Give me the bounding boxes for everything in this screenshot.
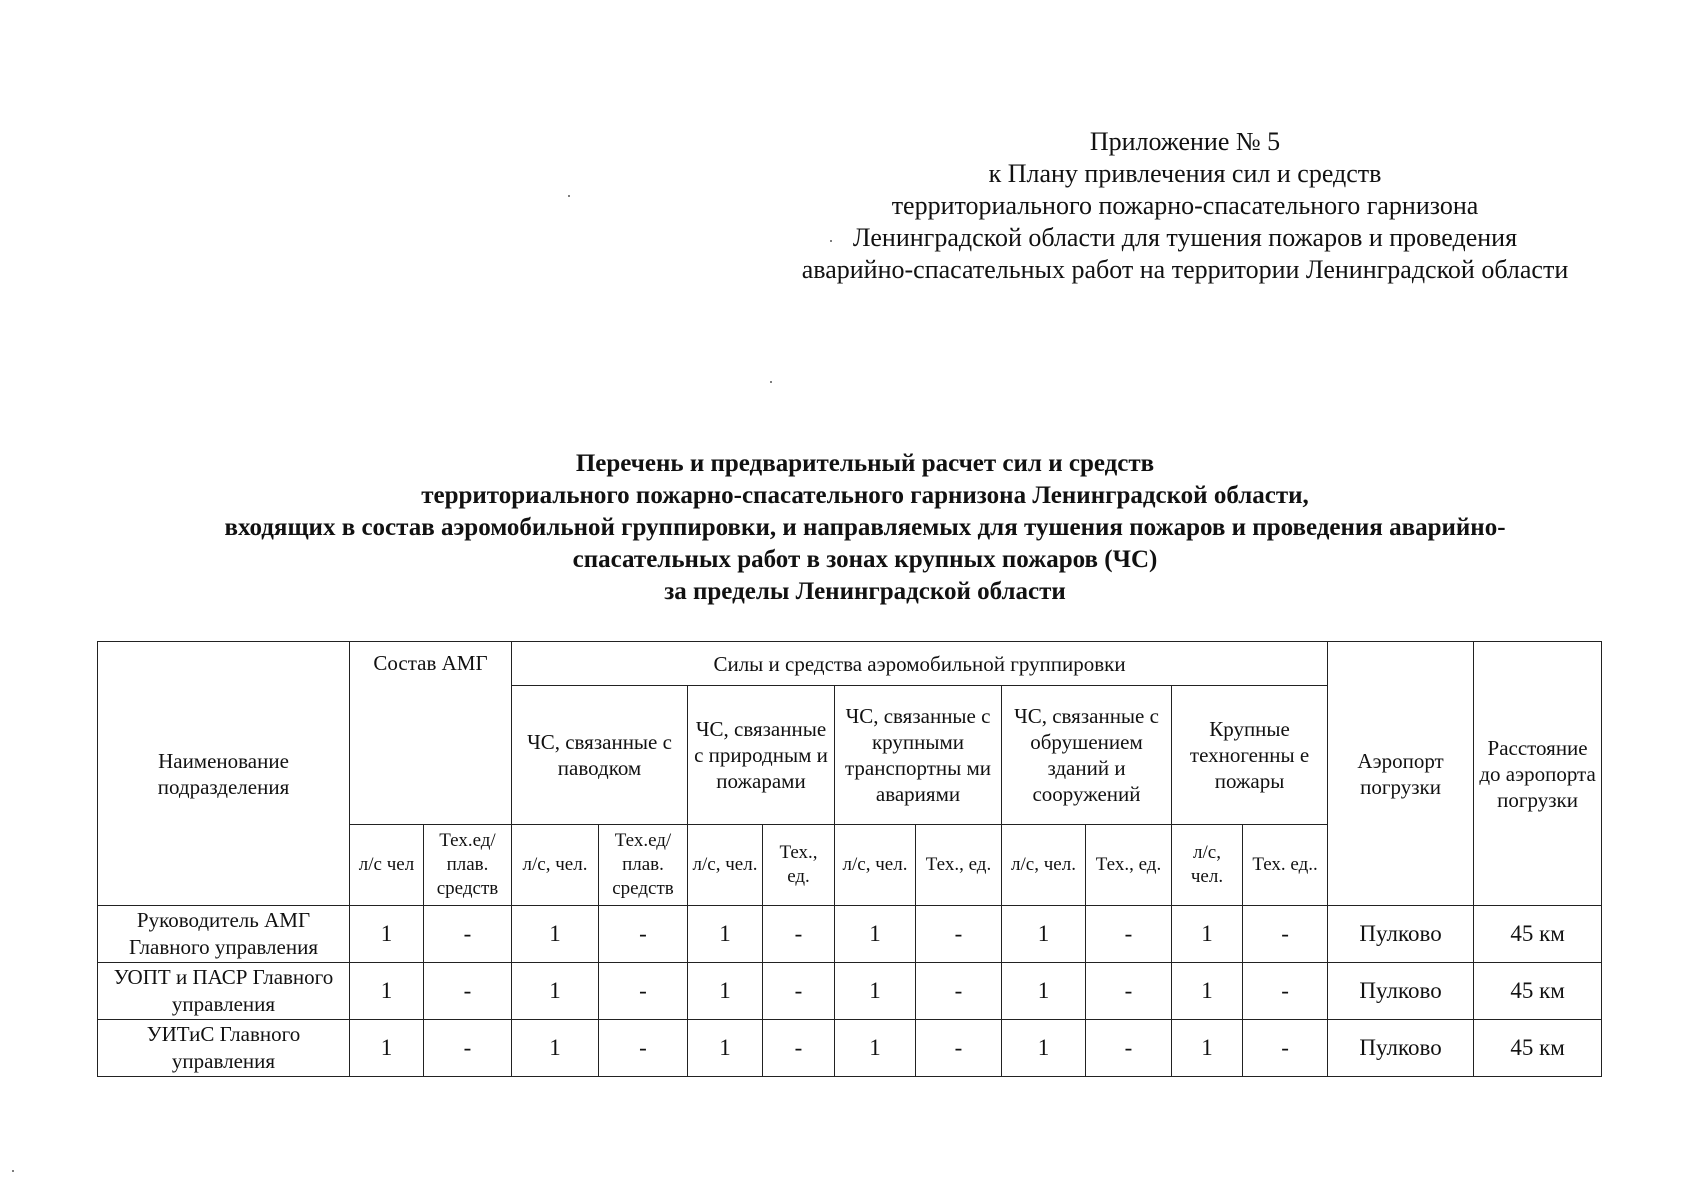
scan-speck bbox=[770, 381, 772, 383]
header-group-natural-fires: ЧС, связанные с природным и пожарами bbox=[688, 686, 835, 825]
airport-cell: Пулково bbox=[1328, 906, 1474, 963]
subheader-cell: Тех., ед. bbox=[1086, 825, 1172, 906]
value-cell: - bbox=[763, 963, 835, 1020]
value-cell: 1 bbox=[512, 1020, 599, 1077]
value-cell: - bbox=[763, 906, 835, 963]
value-cell: 1 bbox=[1002, 906, 1086, 963]
appendix-line: территориального пожарно-спасательного гарнизона bbox=[891, 191, 1479, 220]
value-cell: 1 bbox=[350, 963, 424, 1020]
title-line: за пределы Ленинградской области bbox=[664, 578, 1066, 605]
value-cell: - bbox=[1243, 906, 1328, 963]
header-group-flood: ЧС, связанные с паводком bbox=[512, 686, 688, 825]
value-cell: 1 bbox=[835, 963, 916, 1020]
header-group-technogenic: Крупные техногенны е пожары bbox=[1172, 686, 1328, 825]
table-row bbox=[98, 1020, 1602, 1077]
subheader-cell: л/с чел bbox=[350, 825, 424, 906]
document-title bbox=[60, 448, 1670, 608]
forces-table bbox=[97, 641, 1602, 1077]
appendix-header bbox=[735, 126, 1635, 286]
table-row bbox=[98, 963, 1602, 1020]
value-cell: - bbox=[916, 963, 1002, 1020]
distance-cell: 45 км bbox=[1474, 1020, 1602, 1077]
subheader-cell: Тех., ед. bbox=[763, 825, 835, 906]
header-distance: Расстояние до аэропорта погрузки bbox=[1474, 642, 1602, 906]
value-cell: 1 bbox=[350, 906, 424, 963]
value-cell: - bbox=[1086, 963, 1172, 1020]
value-cell: - bbox=[424, 963, 512, 1020]
appendix-number: Приложение № 5 bbox=[1089, 127, 1281, 156]
value-cell: 1 bbox=[688, 963, 763, 1020]
title-line: спасательных работ в зонах крупных пожаров (ЧС) bbox=[572, 546, 1158, 573]
airport-cell: Пулково bbox=[1328, 963, 1474, 1020]
header-group-collapse: ЧС, связанные с обрушением зданий и сооружений bbox=[1002, 686, 1172, 825]
distance-cell: 45 км bbox=[1474, 906, 1602, 963]
subheader-cell: л/с, чел. bbox=[1002, 825, 1086, 906]
subheader-cell: л/с, чел. bbox=[835, 825, 916, 906]
distance-cell: 45 км bbox=[1474, 963, 1602, 1020]
row-name: УОПТ и ПАСР Главного управления bbox=[98, 963, 350, 1020]
subheader-cell: л/с, чел. bbox=[512, 825, 599, 906]
header-composition: Состав АМГ bbox=[350, 642, 512, 825]
value-cell: 1 bbox=[688, 906, 763, 963]
value-cell: - bbox=[599, 906, 688, 963]
value-cell: 1 bbox=[1172, 906, 1243, 963]
title-line: территориального пожарно-спасательного гарнизона Ленинградской области, bbox=[421, 482, 1309, 509]
value-cell: 1 bbox=[350, 1020, 424, 1077]
value-cell: 1 bbox=[1172, 963, 1243, 1020]
header-airport: Аэропорт погрузки bbox=[1328, 642, 1474, 906]
header-group-transport: ЧС, связанные с крупными транспортны ми авариями bbox=[835, 686, 1002, 825]
value-cell: - bbox=[1243, 963, 1328, 1020]
appendix-line: Ленинградской области для тушения пожаров и проведения bbox=[852, 223, 1518, 252]
appendix-line: аварийно-спасательных работ на территории Ленинградской области bbox=[801, 255, 1569, 284]
value-cell: 1 bbox=[1002, 963, 1086, 1020]
appendix-line: к Плану привлечения сил и средств bbox=[988, 159, 1382, 188]
value-cell: 1 bbox=[835, 1020, 916, 1077]
value-cell: - bbox=[599, 963, 688, 1020]
row-name: Руководитель АМГ Главного управления bbox=[98, 906, 350, 963]
value-cell: - bbox=[763, 1020, 835, 1077]
value-cell: - bbox=[1086, 1020, 1172, 1077]
value-cell: 1 bbox=[1172, 1020, 1243, 1077]
title-line: входящих в состав аэромобильной группировки, и направляемых для тушения пожаров и проведения аварийно- bbox=[224, 514, 1506, 541]
value-cell: - bbox=[1086, 906, 1172, 963]
subheader-cell: Тех.ед/ плав. средств bbox=[599, 825, 688, 906]
subheader-cell: Тех., ед. bbox=[916, 825, 1002, 906]
subheader-cell: Тех.ед/ плав. средств bbox=[424, 825, 512, 906]
value-cell: - bbox=[1243, 1020, 1328, 1077]
row-name: УИТиС Главного управления bbox=[98, 1020, 350, 1077]
subheader-cell: л/с, чел. bbox=[1172, 825, 1243, 906]
table-row bbox=[98, 906, 1602, 963]
scan-speck bbox=[568, 195, 570, 197]
header-forces: Силы и средства аэромобильной группировки bbox=[512, 642, 1328, 686]
value-cell: 1 bbox=[1002, 1020, 1086, 1077]
header-name: Наименование подразделения bbox=[98, 642, 350, 906]
subheader-cell: Тех. ед.. bbox=[1243, 825, 1328, 906]
value-cell: - bbox=[424, 906, 512, 963]
value-cell: 1 bbox=[688, 1020, 763, 1077]
subheader-cell: л/с, чел. bbox=[688, 825, 763, 906]
airport-cell: Пулково bbox=[1328, 1020, 1474, 1077]
scan-speck bbox=[12, 1170, 14, 1172]
value-cell: - bbox=[916, 906, 1002, 963]
value-cell: 1 bbox=[512, 963, 599, 1020]
value-cell: - bbox=[916, 1020, 1002, 1077]
value-cell: - bbox=[599, 1020, 688, 1077]
value-cell: - bbox=[424, 1020, 512, 1077]
value-cell: 1 bbox=[512, 906, 599, 963]
value-cell: 1 bbox=[835, 906, 916, 963]
title-line: Перечень и предварительный расчет сил и средств bbox=[575, 450, 1155, 477]
